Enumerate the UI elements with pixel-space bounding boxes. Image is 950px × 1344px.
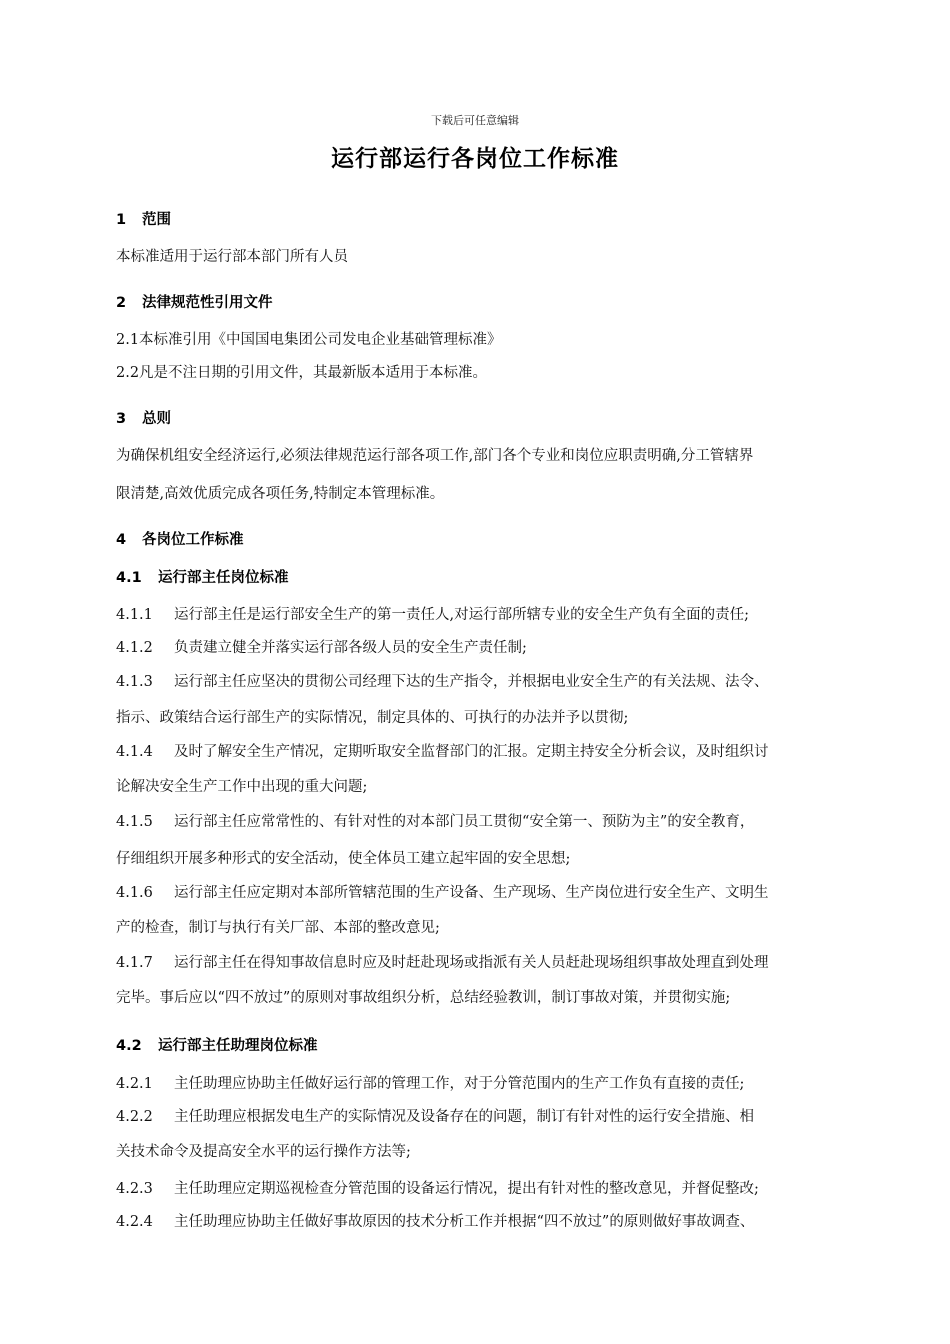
section-number: 2 bbox=[116, 295, 127, 311]
clause-4-2-3 bbox=[116, 1177, 759, 1198]
clause-2-2: 2.2凡是不注日期的引用文件，其最新版本适用于本标准。 bbox=[116, 365, 488, 381]
clause-4-1-6-cont: 产的检查，制订与执行有关厂部、本部的整改意见; bbox=[116, 920, 440, 936]
clause-number: 4.2.2 bbox=[116, 1109, 153, 1125]
clause-number: 4.1.6 bbox=[116, 885, 153, 901]
section-title: 范围 bbox=[142, 212, 171, 228]
clause-text: 运行部主任是运行部安全生产的第一责任人,对运行部所辖专业的安全生产负有全面的责任; bbox=[174, 607, 749, 623]
clause-text: 运行部主任在得知事故信息时应及时赶赴现场或指派有关人员赶赴现场组织事故处理直到处理 bbox=[174, 955, 769, 971]
clause-4-1-3-cont: 指示、政策结合运行部生产的实际情况，制定具体的、可执行的办法并予以贯彻; bbox=[116, 710, 629, 726]
clause-number: 4.2.3 bbox=[116, 1181, 153, 1197]
clause-number: 4.2.1 bbox=[116, 1076, 153, 1092]
clause-number: 4.1.4 bbox=[116, 744, 153, 760]
clause-4-2-4 bbox=[116, 1210, 754, 1231]
clause-4-1-6 bbox=[116, 881, 769, 902]
section-title: 法律规范性引用文件 bbox=[142, 295, 273, 311]
clause-text: 运行部主任应定期对本部所管辖范围的生产设备、生产现场、生产岗位进行安全生产、文明生 bbox=[174, 885, 769, 901]
section-title: 各岗位工作标准 bbox=[142, 532, 244, 548]
clause-number: 4.2.4 bbox=[116, 1214, 153, 1230]
section-title: 总则 bbox=[142, 411, 171, 427]
clause-text: 运行部主任应常常性的、有针对性的对本部门员工贯彻“安全第一、预防为主”的安全教育， bbox=[174, 814, 755, 830]
subsection-4-1-heading bbox=[116, 566, 289, 587]
section-4-heading bbox=[116, 528, 244, 549]
clause-4-1-2 bbox=[116, 636, 527, 657]
page-title: 运行部运行各岗位工作标准 bbox=[331, 146, 619, 172]
clause-4-1-3 bbox=[116, 670, 769, 691]
clause-4-2-2-cont: 关技术命令及提高安全水平的运行操作方法等; bbox=[116, 1144, 411, 1160]
clause-text: 负责建立健全并落实运行部各级人员的安全生产责任制; bbox=[174, 640, 527, 656]
subsection-title: 运行部主任助理岗位标准 bbox=[158, 1038, 318, 1054]
clause-text: 主任助理应根据发电生产的实际情况及设备存在的问题，制订有针对性的运行安全措施、相 bbox=[174, 1109, 754, 1125]
section-number: 3 bbox=[116, 411, 127, 427]
section-1-heading bbox=[116, 208, 171, 229]
clause-number: 4.1.5 bbox=[116, 814, 153, 830]
subsection-number: 4.1 bbox=[116, 570, 142, 586]
subsection-4-2-heading bbox=[116, 1034, 318, 1055]
section-3-heading bbox=[116, 407, 171, 428]
clause-4-1-5 bbox=[116, 810, 754, 831]
clause-4-1-1 bbox=[116, 603, 749, 624]
section-3-line-2: 限清楚,高效优质完成各项任务,特制定本管理标准。 bbox=[116, 486, 445, 502]
clause-text: 主任助理应定期巡视检查分管范围的设备运行情况，提出有针对性的整改意见，并督促整改; bbox=[174, 1181, 759, 1197]
section-number: 4 bbox=[116, 532, 127, 548]
clause-4-1-5-cont: 仔细组织开展多种形式的安全活动，使全体员工建立起牢固的安全思想; bbox=[116, 851, 571, 867]
section-3-line-1: 为确保机组安全经济运行,必须法律规范运行部各项工作,部门各个专业和岗位应职责明确,分工管辖界 bbox=[116, 448, 754, 464]
clause-text: 及时了解安全生产情况，定期听取安全监督部门的汇报。定期主持安全分析会议，及时组织讨 bbox=[174, 744, 769, 760]
clause-number: 4.1.1 bbox=[116, 607, 153, 623]
section-1-text: 本标准适用于运行部本部门所有人员 bbox=[116, 249, 348, 265]
clause-text: 主任助理应协助主任做好事故原因的技术分析工作并根据“四不放过”的原则做好事故调查、 bbox=[174, 1214, 755, 1230]
subsection-number: 4.2 bbox=[116, 1038, 142, 1054]
clause-text: 主任助理应协助主任做好运行部的管理工作，对于分管范围内的生产工作负有直接的责任; bbox=[174, 1076, 745, 1092]
subsection-title: 运行部主任岗位标准 bbox=[158, 570, 289, 586]
clause-4-2-1 bbox=[116, 1072, 744, 1093]
section-2-heading bbox=[116, 291, 273, 312]
clause-number: 4.1.3 bbox=[116, 674, 153, 690]
section-number: 1 bbox=[116, 212, 127, 228]
clause-number: 4.1.2 bbox=[116, 640, 153, 656]
clause-number: 4.1.7 bbox=[116, 955, 153, 971]
clause-4-2-2 bbox=[116, 1105, 754, 1126]
clause-4-1-7-cont: 完毕。事后应以“四不放过”的原则对事故组织分析，总结经验教训，制订事故对策，并贯彻实施; bbox=[116, 990, 731, 1006]
clause-4-1-4 bbox=[116, 740, 769, 761]
header-note: 下载后可任意编辑 bbox=[431, 114, 519, 127]
clause-4-1-4-cont: 论解决安全生产工作中出现的重大问题; bbox=[116, 779, 368, 795]
clause-text: 运行部主任应坚决的贯彻公司经理下达的生产指令，并根据电业安全生产的有关法规、法令、 bbox=[174, 674, 769, 690]
clause-4-1-7 bbox=[116, 951, 769, 972]
clause-2-1: 2.1本标准引用《中国国电集团公司发电企业基础管理标准》 bbox=[116, 332, 502, 348]
